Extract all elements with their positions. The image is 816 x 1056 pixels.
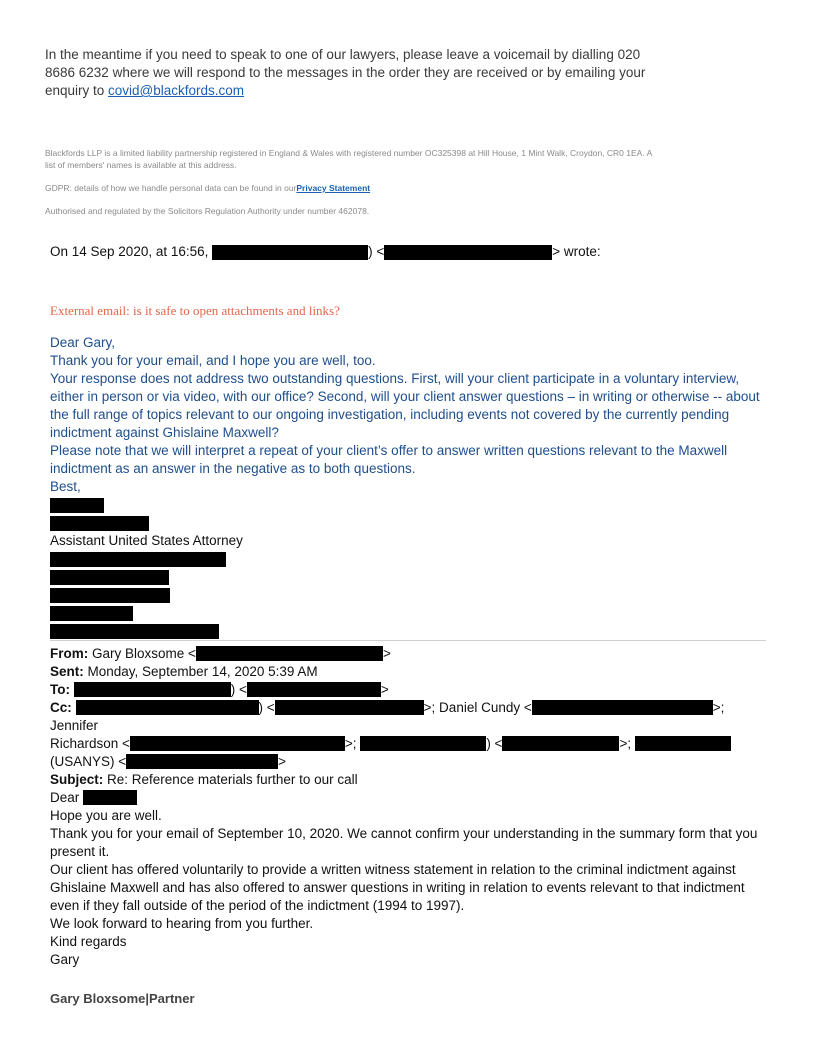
from-label: From: (50, 646, 89, 661)
redaction (76, 700, 259, 715)
redaction (532, 700, 713, 715)
subject-label: Subject: (50, 772, 104, 787)
cc-daniel: >; Daniel Cundy < (423, 700, 532, 715)
to-row: To: ) < > (50, 682, 389, 697)
redaction (275, 700, 424, 715)
redaction (212, 245, 368, 260)
quote-header (50, 244, 601, 260)
cc-row-2: Richardson < >; ) < >; (50, 735, 770, 753)
cc-label: Cc: (50, 700, 72, 715)
from-name: Gary Bloxsome < (92, 646, 196, 661)
redaction (360, 736, 486, 751)
redaction (50, 552, 226, 567)
redaction (126, 754, 278, 769)
sent-value: Monday, September 14, 2020 5:39 AM (87, 664, 318, 679)
redaction (50, 624, 219, 639)
redaction (384, 245, 552, 260)
redaction (196, 646, 383, 661)
body-line: Hope you are well. (50, 808, 162, 823)
external-email-warning: External email: is it safe to open attachments and links? (50, 303, 340, 318)
cc-row-3: (USANYS) < > (50, 754, 287, 769)
dear-text: Dear (50, 790, 80, 805)
privacy-statement-link[interactable]: Privacy Statement (296, 183, 371, 193)
dear-row (50, 789, 770, 807)
reply-line: Thank you for your email, and I hope you are well, too. (50, 353, 376, 368)
reply-closing: Best, (50, 479, 81, 494)
body-line: Our client has offered voluntarily to provide a written witness statement in relation to the criminal indictment against Ghislaine Maxwell and has also offered to answer questions in writing in relation to events relevant to that indictment even if they fall outside of the period of the indictment (1994 to 1997). (50, 862, 745, 913)
regards-line: Kind regards (50, 934, 127, 949)
reply-line: Please note that we will interpret a repeat of your client’s offer to answer written questions relevant to the Maxwell indictment as an answer in the negative as to both questions. (50, 443, 728, 476)
cc-usanys: (USANYS) < (50, 754, 127, 769)
from-row: From: Gary Bloxsome < > (50, 646, 391, 661)
gdpr-notice (45, 182, 370, 194)
name-line: Gary (50, 952, 80, 967)
redaction (50, 498, 104, 513)
redaction (50, 588, 170, 603)
cc-row: Cc: ) < >; Daniel Cundy < >; Jennifer (50, 700, 725, 733)
reply-line: Your response does not address two outstanding questions. First, will your client participate in a voluntary interview, either in person or via video, with our office? Second, will your client answer questions – in writing or otherwise -- about the full range of topics relevant to our ongoing investigation, including events not covered by the currently pending indictment against Ghislaine Maxwell? (50, 371, 760, 440)
cc-jennifer: >; Jennifer (50, 700, 725, 733)
redaction (130, 736, 345, 751)
redaction (83, 790, 137, 805)
sent-label: Sent: (50, 664, 84, 679)
cc-richardson: Richardson < (50, 736, 130, 751)
sender-title: Assistant United States Attorney (50, 533, 243, 548)
intro-paragraph (45, 46, 655, 100)
to-label: To: (50, 682, 70, 697)
original-message (50, 645, 770, 969)
divider (50, 640, 766, 641)
quote-wrote: > wrote: (552, 244, 601, 259)
quote-date: On 14 Sep 2020, at 16:56, (50, 244, 209, 259)
signature: Gary Bloxsome|Partner (50, 991, 195, 1006)
company-disclaimer: Blackfords LLP is a limited liability partnership registered in England & Wales with registered number OC325398 at Hill House, 1 Mint Walk, Croydon, CR0 1EA. A list of members' names is available at this address. (45, 148, 652, 170)
redaction (635, 736, 731, 751)
redaction (74, 682, 231, 697)
gdpr-text: GDPR: details of how we handle personal data can be found in our (45, 183, 297, 193)
redaction (50, 606, 133, 621)
body-line: We look forward to hearing from you further. (50, 916, 314, 931)
redaction (50, 570, 169, 585)
reply-body (50, 334, 770, 496)
redaction (50, 516, 149, 531)
body-line: Thank you for your email of September 10, 2020. We cannot confirm your understanding in the summary form that you present it. (50, 826, 758, 859)
subject-value: Re: Reference materials further to our call (107, 772, 358, 787)
intro-text: In the meantime if you need to speak to one of our lawyers, please leave a voicemail by dialling 020 8686 6232 where we will respond to the messages in the order they are received or by emailing your enquiry to (45, 47, 646, 98)
subject-row (50, 771, 770, 789)
sra-notice: Authorised and regulated by the Solicitors Regulation Authority under number 462078. (45, 206, 370, 216)
covid-email-link[interactable]: covid@blackfords.com (108, 83, 245, 98)
redaction (502, 736, 619, 751)
quote-sep: ) < (368, 244, 385, 259)
sent-row (50, 663, 770, 681)
reply-greeting: Dear Gary, (50, 335, 116, 350)
redaction (247, 682, 381, 697)
